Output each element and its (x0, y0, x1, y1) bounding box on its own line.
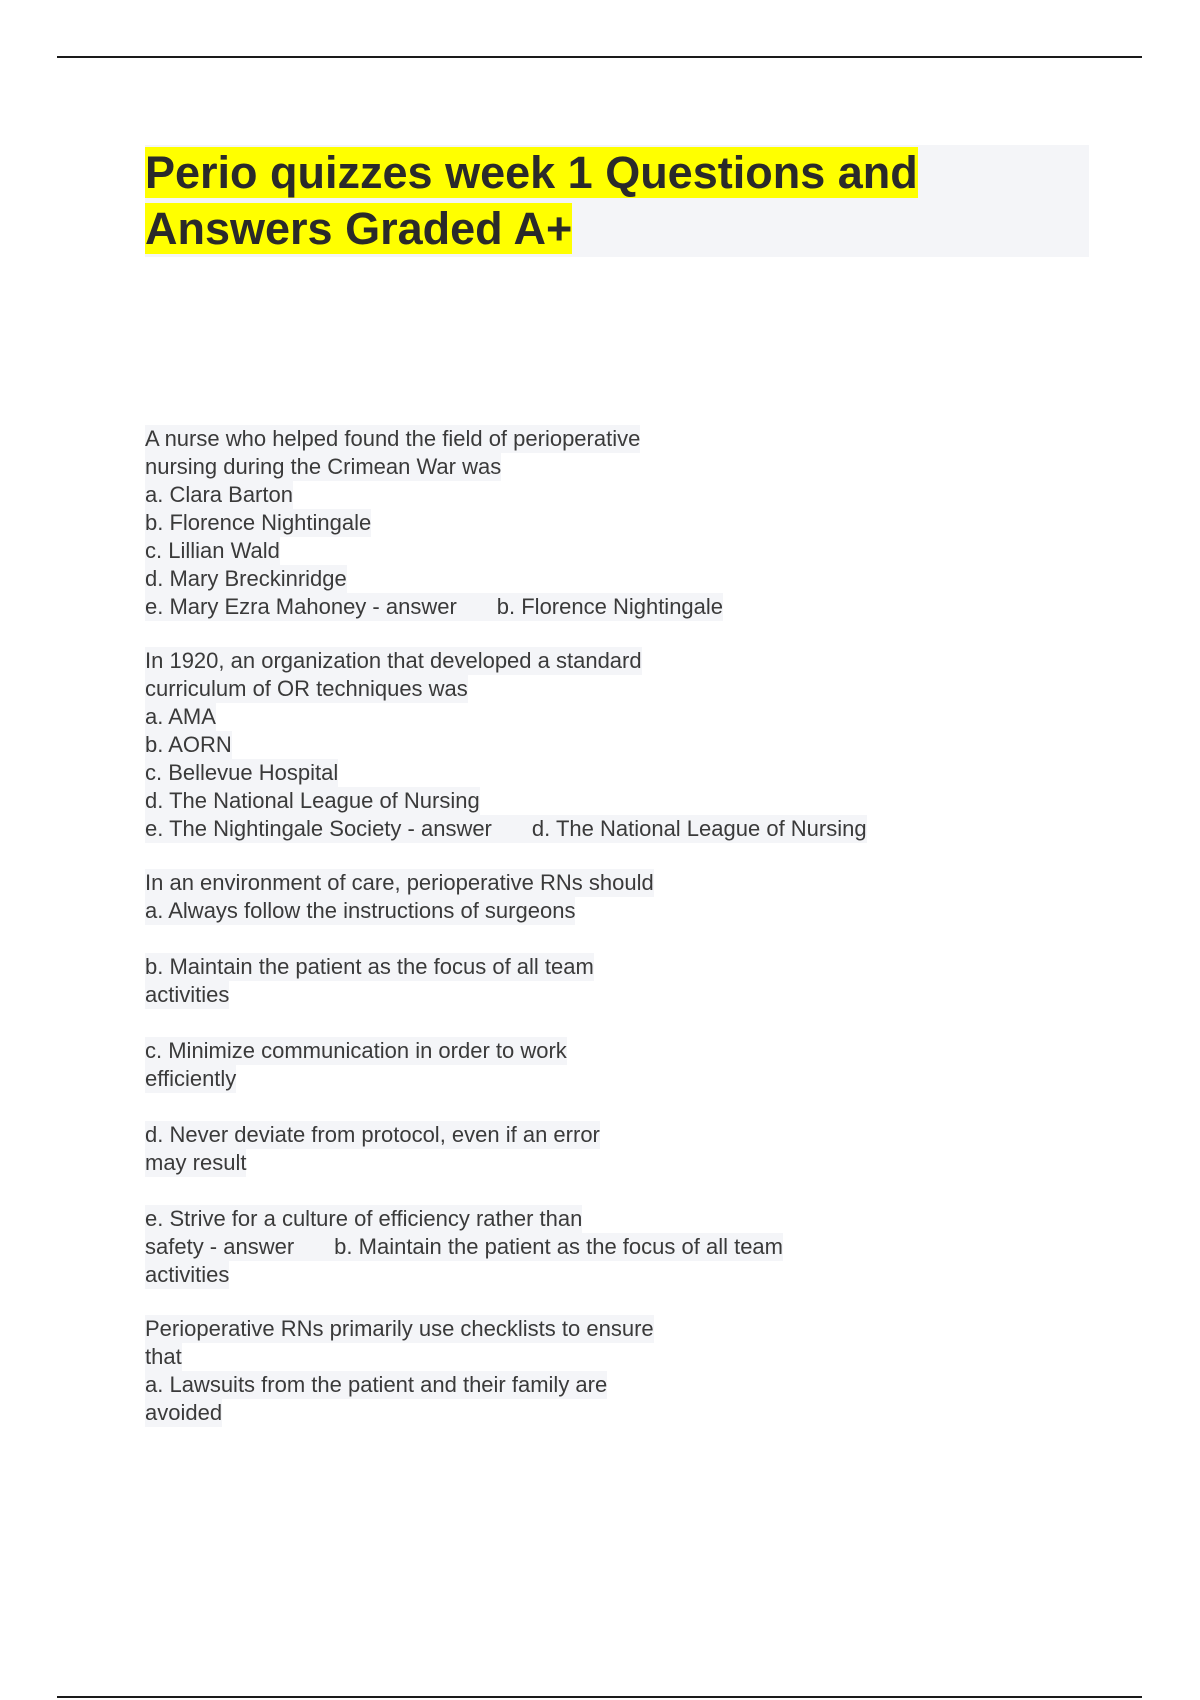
option-a: a. Clara Barton (145, 482, 293, 507)
option-e (145, 593, 723, 621)
question-1 (145, 425, 1045, 621)
question-4 (145, 1315, 1045, 1427)
option-b: b. Maintain the patient as the focus of all team (145, 954, 594, 979)
top-rule (57, 56, 1142, 58)
question-stem: In an environment of care, perioperative RNs should (145, 870, 654, 895)
option-c: c. Bellevue Hospital (145, 760, 339, 785)
title-line-1: Perio quizzes week 1 Questions and (145, 147, 918, 198)
option-b: b. Florence Nightingale (145, 510, 372, 535)
option-c: c. Lillian Wald (145, 538, 280, 563)
bottom-rule (57, 1696, 1142, 1698)
answer-cont: activities (145, 1262, 230, 1287)
option-e: e. Strive for a culture of efficiency rather than (145, 1206, 583, 1231)
option-e (145, 815, 867, 843)
question-stem: In 1920, an organization that developed a standard (145, 648, 642, 673)
title-block (145, 145, 1089, 257)
option-c: c. Minimize communication in order to work (145, 1038, 567, 1063)
title-line-2: Answers Graded A+ (145, 203, 573, 254)
option-e-text: safety - answer (145, 1234, 295, 1259)
option-e-text: e. The Nightingale Society - answer (145, 816, 492, 841)
option-d: d. Mary Breckinridge (145, 566, 347, 591)
option-d: d. Never deviate from protocol, even if an error (145, 1122, 600, 1147)
option-e-cont (145, 1233, 783, 1261)
option-d-cont: may result (145, 1150, 247, 1175)
question-3 (145, 869, 1045, 1289)
answer-text: d. The National League of Nursing (531, 816, 867, 841)
option-a: a. Lawsuits from the patient and their family are (145, 1372, 608, 1397)
document-body (145, 425, 1045, 1453)
option-a-cont: avoided (145, 1400, 223, 1425)
option-b-cont: activities (145, 982, 230, 1007)
question-2 (145, 647, 1045, 843)
answer-text: b. Maintain the patient as the focus of all team (334, 1234, 783, 1259)
question-stem: curriculum of OR techniques was (145, 676, 468, 701)
question-stem: that (145, 1344, 182, 1369)
document-title (145, 145, 1089, 257)
option-e-text: e. Mary Ezra Mahoney - answer (145, 594, 457, 619)
answer-text: b. Florence Nightingale (496, 594, 724, 619)
option-a: a. Always follow the instructions of surgeons (145, 898, 576, 923)
question-stem: A nurse who helped found the field of perioperative (145, 426, 641, 451)
option-b: b. AORN (145, 732, 232, 757)
option-d: d. The National League of Nursing (145, 788, 480, 813)
option-c-cont: efficiently (145, 1066, 237, 1091)
question-stem: nursing during the Crimean War was (145, 454, 502, 479)
question-stem: Perioperative RNs primarily use checklists to ensure (145, 1316, 654, 1341)
option-a: a. AMA (145, 704, 216, 729)
